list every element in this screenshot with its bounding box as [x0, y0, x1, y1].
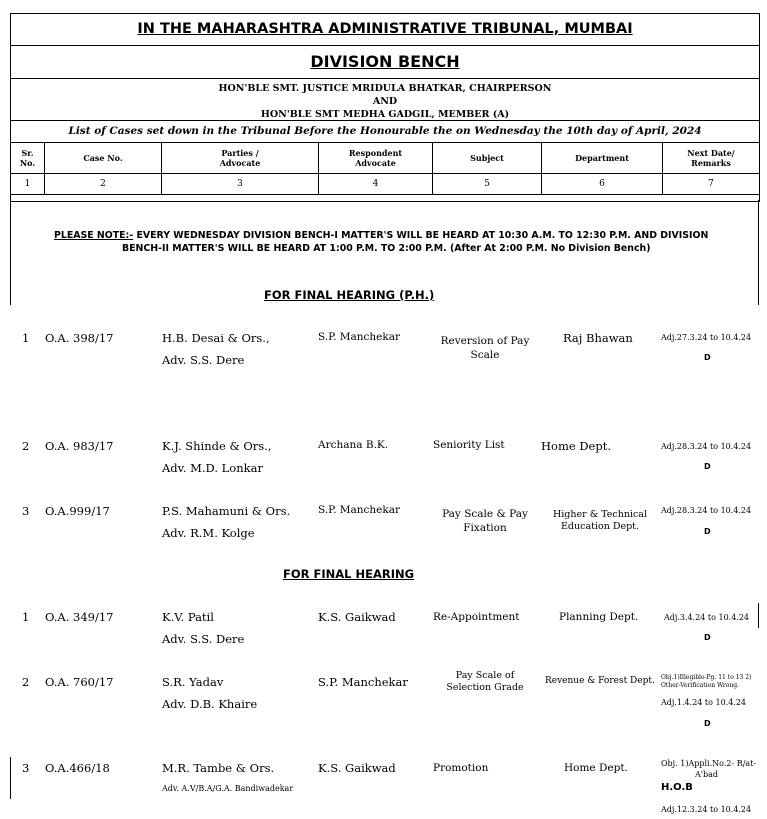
next-date: Adj.1.4.24 to 10.4.24	[661, 698, 747, 707]
remark-code: D	[704, 353, 711, 362]
subject: Reversion of Pay Scale	[440, 335, 530, 361]
party-name: K.J. Shinde & Ors.,	[162, 439, 272, 453]
header-gap	[11, 195, 759, 202]
respondent-advocate: K.S. Gaikwad	[318, 610, 396, 624]
please-note	[54, 229, 754, 255]
advocate-name: Adv. M.D. Lonkar	[162, 461, 263, 475]
col-number: 6	[542, 174, 663, 195]
subject: Promotion	[433, 762, 489, 774]
case-number: O.A.999/17	[45, 504, 110, 518]
next-date: Adj.28.3.24 to 10.4.24	[661, 442, 752, 451]
next-date: Adj.27.3.24 to 10.4.24	[661, 333, 752, 342]
party-name: H.B. Desai & Ors.,	[162, 331, 270, 345]
department: Home Dept.	[541, 439, 611, 453]
sr-no: 3	[22, 761, 30, 775]
left-border	[10, 757, 11, 799]
col-department-header: Department	[542, 143, 663, 174]
column-header-table	[11, 143, 759, 195]
sr-no: 1	[22, 331, 30, 345]
col-subject-header: Subject	[433, 143, 542, 174]
col-number: 2	[45, 174, 162, 195]
and-text: AND	[372, 96, 398, 107]
note-line-1: EVERY WEDNESDAY DIVISION BENCH-I MATTER'S WILL BE HEARD AT 10:30 A.M. TO 12:30 P.M. AND DIVISION	[133, 230, 709, 241]
party-name: M.R. Tambe & Ors.	[162, 761, 275, 775]
respondent-advocate: K.S. Gaikwad	[318, 761, 396, 775]
note-line-2: BENCH-II MATTER'S WILL BE HEARD AT 1:00 P.M. TO 2:00 P.M. (After At 2:00 P.M. No Division Bench)	[122, 243, 651, 254]
sr-no: 3	[22, 504, 30, 518]
advocate-name: Adv. D.B. Khaire	[162, 697, 258, 711]
col-case-header: Case No.	[45, 143, 162, 174]
respondent-advocate: Archana B.K.	[318, 439, 389, 451]
case-number: O.A. 983/17	[45, 439, 114, 453]
advocate-name: Adv. S.S. Dere	[162, 353, 245, 367]
respondent-advocate: S.P. Manchekar	[318, 504, 401, 516]
advocate-name: Adv. A.V/B.A/G.A. Bandiwadekar	[162, 784, 294, 793]
party-name: K.V. Patil	[162, 610, 214, 624]
right-border	[758, 603, 759, 628]
party-name: S.R. Yadav	[162, 675, 224, 689]
respondent-advocate: S.P. Manchekar	[318, 331, 401, 343]
remark-code: D	[704, 527, 711, 536]
case-number: O.A. 760/17	[45, 675, 114, 689]
col-number: 7	[663, 174, 760, 195]
tribunal-title: IN THE MAHARASHTRA ADMINISTRATIVE TRIBUNAL, MUMBAI	[11, 14, 759, 46]
subject: Pay Scale & Pay Fixation	[442, 508, 528, 534]
cause-list-header	[10, 13, 760, 202]
advocate-name: Adv. S.S. Dere	[162, 632, 245, 646]
left-border	[10, 200, 11, 305]
col-parties-header: Parties / Advocate	[162, 143, 319, 174]
remark-code: D	[704, 462, 711, 471]
section-title: FOR FINAL HEARING (P.H.)	[264, 288, 435, 302]
col-number: 4	[319, 174, 433, 195]
hob-badge: H.O.B	[661, 782, 693, 793]
department: Raj Bhawan	[563, 331, 633, 345]
next-date: Adj.3.4.24 to 10.4.24	[664, 613, 750, 622]
col-remarks-header: Next Date/ Remarks	[663, 143, 760, 174]
next-date: Adj.28.3.24 to 10.4.24	[661, 506, 752, 515]
objection-note: Obj. 1)Appli.No.2- R/at- A'bad	[661, 759, 757, 779]
department: Home Dept.	[564, 762, 628, 774]
party-name: P.S. Mahamuni & Ors.	[162, 504, 291, 518]
objection-note: Obj.1)Illegible-Pg. 11 to 13 2) Other-Verification Wrong.	[661, 674, 752, 689]
list-description: List of Cases set down in the Tribunal Before the Honourable the on Wednesday the 10th day of April, 2024	[11, 121, 759, 143]
right-border	[758, 200, 759, 305]
bench-title: DIVISION BENCH	[11, 46, 759, 79]
judges-block	[11, 79, 759, 121]
judge-2: HON'BLE SMT MEDHA GADGIL, MEMBER (A)	[260, 109, 510, 120]
department: Planning Dept.	[559, 611, 639, 623]
col-number: 1	[11, 174, 45, 195]
col-number: 3	[162, 174, 319, 195]
subject: Seniority List	[433, 439, 505, 451]
case-number: O.A.466/18	[45, 761, 110, 775]
col-number: 5	[433, 174, 542, 195]
note-prefix: PLEASE NOTE:-	[54, 230, 134, 241]
department: Revenue & Forest Dept.	[545, 676, 655, 686]
case-number: O.A. 349/17	[45, 610, 114, 624]
sr-no: 2	[22, 675, 30, 689]
subject: Re-Appointment	[433, 611, 520, 623]
sr-no: 2	[22, 439, 30, 453]
col-respondent-header: Respondent Advocate	[319, 143, 433, 174]
remark-code: D	[704, 633, 711, 642]
department: Higher & Technical Education Dept.	[552, 509, 648, 532]
advocate-name: Adv. R.M. Kolge	[162, 526, 255, 540]
remark-code: D	[704, 719, 711, 728]
judge-1: HON'BLE SMT. JUSTICE MRIDULA BHATKAR, CHAIRPERSON	[218, 83, 552, 94]
respondent-advocate: S.P. Manchekar	[318, 675, 408, 689]
case-number: O.A. 398/17	[45, 331, 114, 345]
col-sr-header: Sr. No.	[11, 143, 45, 174]
next-date: Adj.12.3.24 to 10.4.24	[661, 805, 752, 814]
section-title: FOR FINAL HEARING	[283, 567, 415, 581]
subject: Pay Scale of Selection Grade	[446, 670, 524, 693]
sr-no: 1	[22, 610, 30, 624]
